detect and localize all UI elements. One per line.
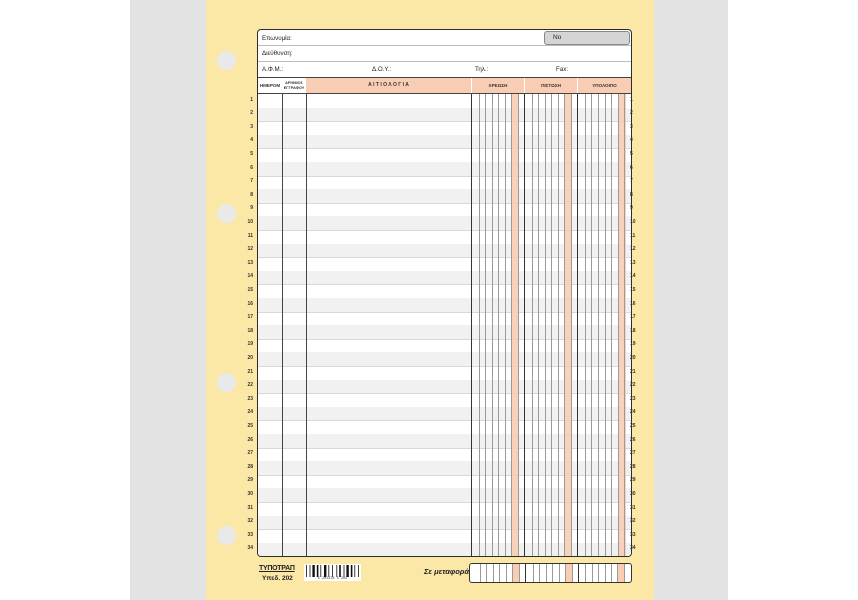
row-number: 19 [247, 341, 253, 348]
column-line [485, 94, 486, 556]
row-number: 20 [630, 354, 636, 361]
row-number: 14 [630, 273, 636, 280]
barcode-digits: 5 201234 5 202 [317, 577, 348, 581]
carry-box-line [617, 564, 618, 582]
carry-box-line [499, 564, 500, 582]
barcode-bar [354, 565, 355, 577]
row-number: 6 [250, 164, 253, 171]
carry-box-line [519, 564, 520, 582]
row-stripe [258, 516, 631, 530]
row-number: 24 [630, 409, 636, 416]
row-number: 33 [247, 531, 253, 538]
column-line [282, 94, 283, 556]
row-stripe [258, 461, 631, 475]
row-number: 3 [250, 123, 253, 130]
barcode-bar [317, 565, 319, 577]
row-number: 9 [250, 205, 253, 212]
barcode-bar [312, 565, 314, 577]
row-number: 8 [250, 191, 253, 198]
barcode-bar [310, 565, 311, 577]
barcode-bar [332, 565, 333, 577]
row-stripe [258, 162, 631, 176]
row-stripe [258, 135, 631, 149]
row-number: 14 [247, 273, 253, 280]
publisher-logo: ΤΥΠΟΤΡΑΠ [259, 565, 295, 572]
row-number: 7 [630, 178, 633, 185]
divider [258, 45, 631, 46]
carry-box-line [493, 564, 494, 582]
row-number: 29 [247, 477, 253, 484]
row-number: 3 [630, 123, 633, 130]
row-number: 16 [630, 300, 636, 307]
carry-box-line [525, 564, 526, 582]
row-number: 22 [630, 382, 636, 389]
carry-box-line [486, 564, 487, 582]
company-label: Επωνυμία: [262, 35, 292, 42]
row-line [258, 176, 631, 177]
row-number: 9 [630, 205, 633, 212]
row-number: 15 [247, 286, 253, 293]
column-line [471, 94, 472, 556]
row-number: 31 [630, 504, 636, 511]
background-left [130, 0, 206, 600]
row-number: 15 [630, 286, 636, 293]
column-description: Α Ι Τ Ι Ο Λ Ο Γ Ι Α [306, 78, 471, 93]
column-date: ΗΜΕΡΟΜ [259, 83, 281, 88]
carry-box-line [578, 564, 579, 582]
row-number: 5 [630, 150, 633, 157]
row-line [258, 448, 631, 449]
row-number: 18 [630, 327, 636, 334]
row-number: 6 [630, 164, 633, 171]
carry-box-line [598, 564, 599, 582]
row-number: 17 [630, 314, 636, 321]
row-line [258, 420, 631, 421]
row-stripe [258, 434, 631, 448]
row-number: 2 [630, 110, 633, 117]
row-number: 18 [247, 327, 253, 334]
row-number: 16 [247, 300, 253, 307]
punch-hole [217, 373, 236, 392]
row-line [258, 393, 631, 394]
row-number: 22 [247, 382, 253, 389]
row-stripe [258, 189, 631, 203]
row-number: 30 [630, 490, 636, 497]
row-stripe [258, 271, 631, 285]
row-number: 19 [630, 341, 636, 348]
carry-box-line [533, 564, 534, 582]
row-number: 23 [630, 395, 636, 402]
address-label: Διεύθυνση: [262, 50, 293, 57]
row-number: 33 [630, 531, 636, 538]
row-line [258, 121, 631, 122]
form-code: Υπεδ. 202 [262, 575, 293, 582]
column-debit: ΧΡΕΩΣΗ [472, 78, 524, 93]
column-line [511, 94, 512, 556]
row-number: 8 [630, 191, 633, 198]
doy-label: Δ.Ο.Υ.: [372, 66, 392, 73]
barcode-bar [320, 565, 321, 577]
row-number: 12 [630, 246, 636, 253]
row-number: 7 [250, 178, 253, 185]
column-line [551, 94, 552, 556]
barcode-bar [358, 565, 359, 577]
afm-label: Α.Φ.Μ.: [262, 66, 284, 73]
column-line [505, 94, 506, 556]
row-line [258, 556, 631, 557]
row-number: 23 [247, 395, 253, 402]
barcode-bar [336, 565, 337, 577]
row-number: 21 [630, 368, 636, 375]
row-stripe [258, 352, 631, 366]
column-line [545, 94, 546, 556]
row-number: 1 [250, 96, 253, 103]
column-balance: ΥΠΟΛΟΙΠΟ [578, 78, 631, 93]
column-line [558, 94, 559, 556]
row-line [258, 312, 631, 313]
row-stripe [258, 244, 631, 258]
row-number: 11 [630, 232, 636, 239]
column-credit: ΠΙΣΤΩΣΗ [525, 78, 577, 93]
punch-hole [217, 51, 236, 70]
row-number: 20 [247, 354, 253, 361]
barcode-bar [344, 565, 345, 577]
row-number: 1 [630, 96, 633, 103]
row-number: 25 [247, 422, 253, 429]
column-line [618, 94, 619, 556]
carry-box-line [611, 564, 612, 582]
barcode-bar [328, 565, 329, 577]
barcode-bar [306, 565, 307, 577]
row-number: 17 [247, 314, 253, 321]
column-line [306, 94, 307, 556]
row-number: 4 [250, 137, 253, 144]
column-line [498, 94, 499, 556]
carry-box-line [585, 564, 586, 582]
row-number: 25 [630, 422, 636, 429]
row-number: 26 [630, 436, 636, 443]
column-line [624, 94, 625, 556]
row-number: 26 [247, 436, 253, 443]
carry-box-line [546, 564, 547, 582]
barcode-bars [304, 565, 361, 577]
column-line [492, 94, 493, 556]
column-line [532, 94, 533, 556]
row-line [258, 339, 631, 340]
carry-box-line [592, 564, 593, 582]
column-doc-number-line1: ΑΡΙΘΜΟΣ [285, 80, 303, 85]
column-line [564, 94, 565, 556]
row-stripe [258, 488, 631, 502]
carry-box-line [605, 564, 606, 582]
column-line [524, 94, 525, 556]
column-line [479, 94, 480, 556]
row-line [258, 230, 631, 231]
carry-forward-label: Σε μεταφορά [424, 567, 469, 576]
carry-box-line [565, 564, 566, 582]
carry-box-line [506, 564, 507, 582]
ledger-sheet [206, 0, 654, 600]
row-number: 5 [250, 150, 253, 157]
row-number: 13 [630, 259, 636, 266]
punch-hole [217, 204, 236, 223]
row-number: 12 [247, 246, 253, 253]
punch-hole [217, 526, 236, 545]
row-number: 32 [630, 518, 636, 525]
barcode-bar [324, 565, 326, 577]
row-number: 28 [630, 463, 636, 470]
row-number: 30 [247, 490, 253, 497]
carry-box-line [512, 564, 513, 582]
row-stripe [258, 380, 631, 394]
row-line [258, 148, 631, 149]
row-number: 24 [247, 409, 253, 416]
column-line [605, 94, 606, 556]
barcode [304, 564, 361, 581]
row-number: 21 [247, 368, 253, 375]
phone-label: Τηλ.: [475, 66, 489, 73]
row-stripe [258, 108, 631, 122]
column-line [591, 94, 592, 556]
carry-box-line [539, 564, 540, 582]
row-number: 11 [247, 232, 253, 239]
row-number: 28 [247, 463, 253, 470]
ledger-grid [258, 94, 631, 556]
column-line [571, 94, 572, 556]
number-box[interactable] [544, 31, 630, 45]
column-line [585, 94, 586, 556]
barcode-bar [346, 565, 348, 577]
row-number: 34 [630, 545, 636, 552]
row-line [258, 257, 631, 258]
column-line [598, 94, 599, 556]
ledger-form [257, 29, 632, 557]
column-line [611, 94, 612, 556]
column-line [538, 94, 539, 556]
carry-box-line [552, 564, 553, 582]
column-line [518, 94, 519, 556]
row-stripe [258, 298, 631, 312]
row-line [258, 529, 631, 530]
carry-box-line [624, 564, 625, 582]
column-line [577, 94, 578, 556]
fax-label: Fax: [556, 66, 569, 73]
row-number: 27 [630, 450, 636, 457]
background-right [654, 0, 728, 600]
barcode-bar [351, 565, 353, 577]
carry-box-line [559, 564, 560, 582]
row-stripe [258, 407, 631, 421]
row-line [258, 475, 631, 476]
number-label: No [553, 34, 562, 41]
row-line [258, 502, 631, 503]
row-stripe [258, 216, 631, 230]
row-number: 4 [630, 137, 633, 144]
row-line [258, 203, 631, 204]
row-line [258, 284, 631, 285]
carry-box-line [572, 564, 573, 582]
row-number: 2 [250, 110, 253, 117]
row-number: 34 [247, 545, 253, 552]
barcode-bar [339, 565, 341, 577]
divider [258, 61, 631, 62]
row-stripe [258, 325, 631, 339]
column-doc-number [282, 78, 306, 93]
carry-box-line [480, 564, 481, 582]
row-number: 27 [247, 450, 253, 457]
row-number: 29 [630, 477, 636, 484]
column-doc-number-line2: ΕΓΓΡΑΦΟΥ [283, 85, 305, 90]
carry-forward-box[interactable] [469, 563, 632, 583]
row-number: 32 [247, 518, 253, 525]
row-stripe [258, 543, 631, 557]
row-number: 31 [247, 504, 253, 511]
row-line [258, 366, 631, 367]
row-number: 13 [247, 259, 253, 266]
column-header-row [258, 77, 631, 94]
row-number: 10 [247, 218, 253, 225]
row-number: 10 [630, 218, 636, 225]
